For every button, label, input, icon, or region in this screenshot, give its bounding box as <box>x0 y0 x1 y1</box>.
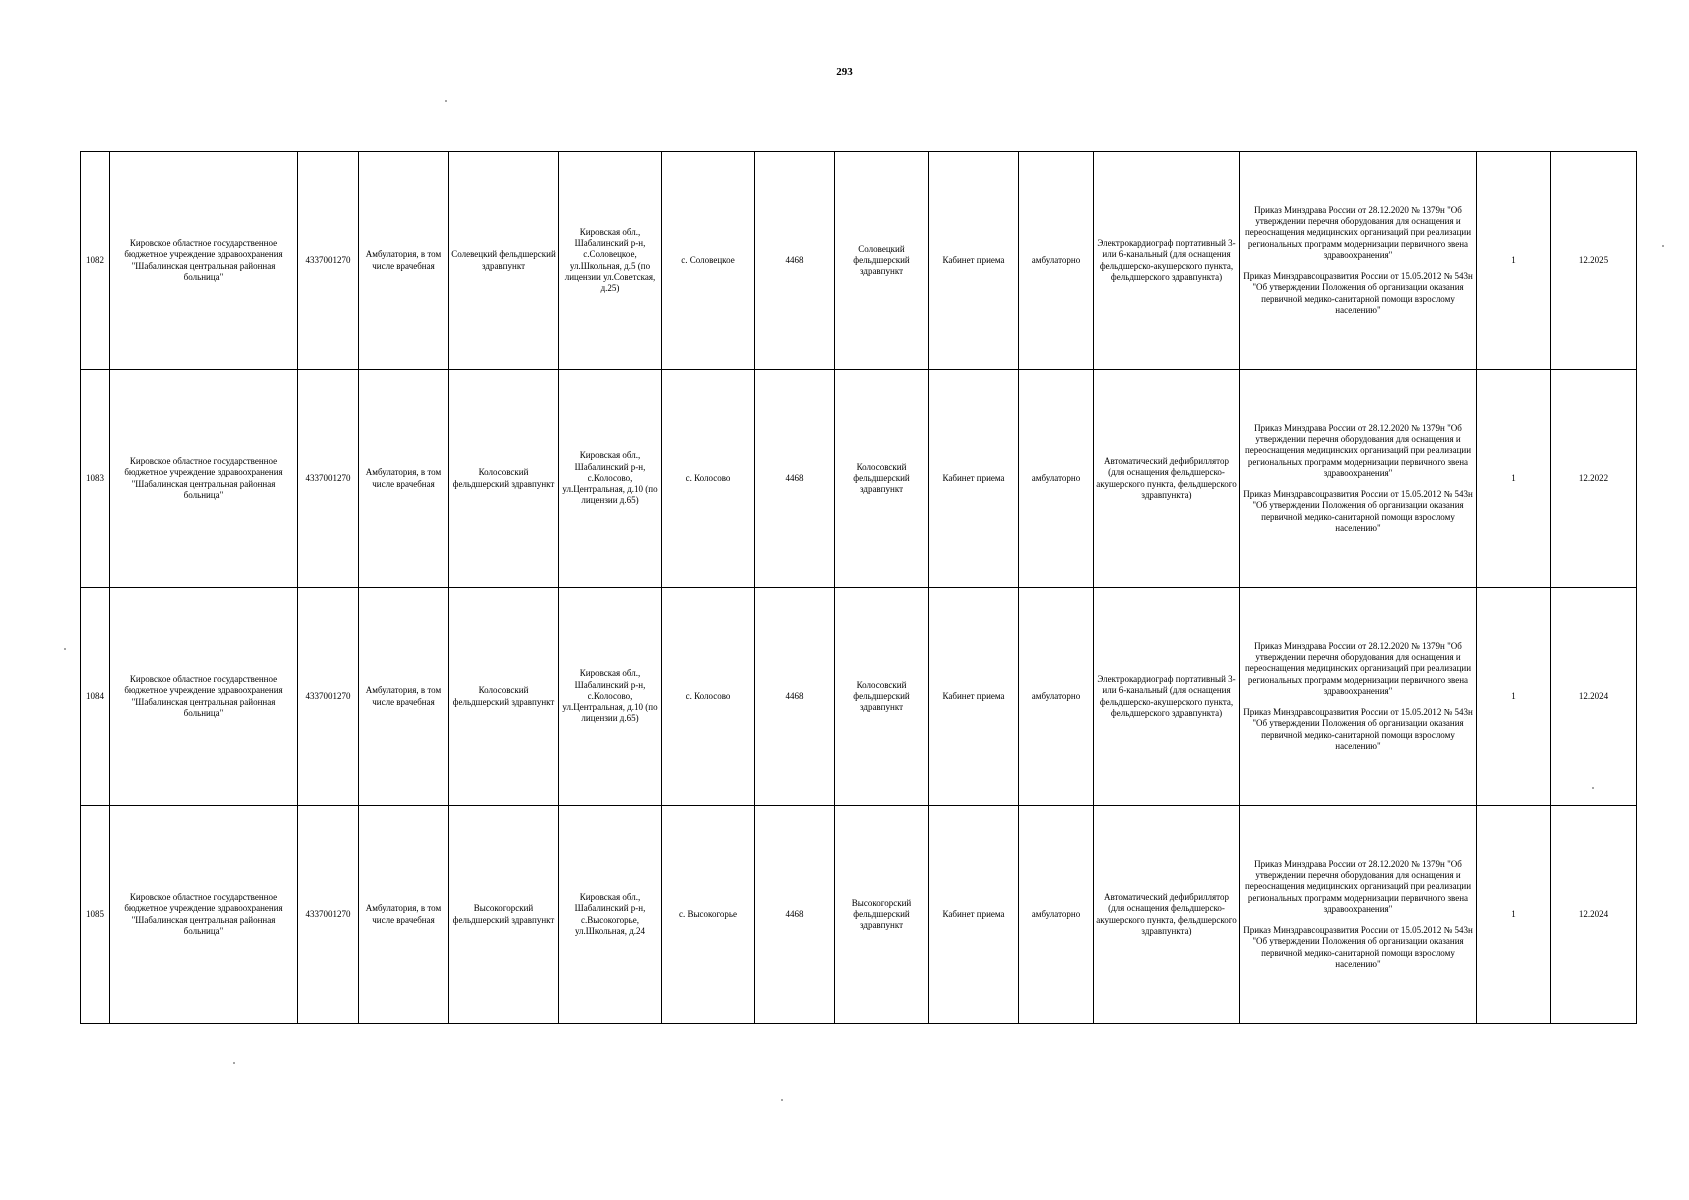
scan-speck <box>233 1062 235 1064</box>
legal-basis-order-1379n: Приказ Минздрава России от 28.12.2020 № 1379н "Об утверждении перечня оборудования для оснащения и переоснащения медицинских организаций при реализации региональных программ модернизации первичного звена здравоохранения" <box>1244 640 1472 696</box>
quantity: 1 <box>1477 806 1551 1024</box>
legal-basis-order-1379n: Приказ Минздрава России от 28.12.2020 № 1379н "Об утверждении перечня оборудования для оснащения и переоснащения медицинских организаций при реализации региональных программ модернизации первичного звена здравоохранения" <box>1244 422 1472 478</box>
inn: 4337001270 <box>298 370 359 588</box>
department: Колосовский фельдшерский здравпункт <box>835 588 929 806</box>
unit-type: Амбулатория, в том числе врачебная <box>359 806 449 1024</box>
scan-speck <box>781 1099 783 1101</box>
inn: 4337001270 <box>298 588 359 806</box>
table-row <box>81 588 1637 806</box>
scan-speck <box>64 648 66 650</box>
room: Кабинет приема <box>929 588 1019 806</box>
legal-basis-order-543n: Приказ Минздравсоцразвития России от 15.05.2012 № 543н "Об утверждении Положения об организации оказания первичной медико-санитарной помощи взрослому населению" <box>1243 489 1473 533</box>
scan-speck <box>1662 245 1664 247</box>
organization-name: Кировское областное государственное бюджетное учреждение здравоохранения "Шабалинская центральная районная больница" <box>110 370 298 588</box>
table-row <box>81 806 1637 1024</box>
department: Соловецкий фельдшерский здравпункт <box>835 152 929 370</box>
unit-type: Амбулатория, в том числе врачебная <box>359 152 449 370</box>
scan-speck <box>1592 787 1594 789</box>
delivery-date: 12.2025 <box>1551 152 1637 370</box>
legal-basis <box>1240 370 1477 588</box>
unit-type: Амбулатория, в том числе врачебная <box>359 588 449 806</box>
legal-basis <box>1240 152 1477 370</box>
equipment: Автоматический дефибриллятор (для оснащения фельдшерско-акушерского пункта, фельдшерского здравпункта) <box>1094 370 1240 588</box>
inn: 4337001270 <box>298 152 359 370</box>
address: Кировская обл., Шабалинский р-н, с.Соловецкое, ул.Школьная, д.5 (по лицензии ул.Советская, д.25) <box>559 152 662 370</box>
quantity: 1 <box>1477 152 1551 370</box>
settlement: с. Колосово <box>662 588 755 806</box>
legal-basis <box>1240 806 1477 1024</box>
legal-basis-order-543n: Приказ Минздравсоцразвития России от 15.05.2012 № 543н "Об утверждении Положения об организации оказания первичной медико-санитарной помощи взрослому населению" <box>1243 271 1473 315</box>
delivery-date: 12.2024 <box>1551 806 1637 1024</box>
organization-name: Кировское областное государственное бюджетное учреждение здравоохранения "Шабалинская центральная районная больница" <box>110 152 298 370</box>
care-form: амбулаторно <box>1019 152 1094 370</box>
room: Кабинет приема <box>929 370 1019 588</box>
row-number: 1082 <box>81 152 110 370</box>
room: Кабинет приема <box>929 152 1019 370</box>
address: Кировская обл., Шабалинский р-н, с.Колосово, ул.Центральная, д.10 (по лицензии д.65) <box>559 370 662 588</box>
scan-speck <box>445 100 447 102</box>
population: 4468 <box>755 152 835 370</box>
quantity: 1 <box>1477 588 1551 806</box>
unit-name: Солевецкий фельдшерский здравпункт <box>449 152 559 370</box>
address: Кировская обл., Шабалинский р-н, с.Высокогорье, ул.Школьная, д.24 <box>559 806 662 1024</box>
row-number: 1084 <box>81 588 110 806</box>
unit-name: Высокогорский фельдшерский здравпункт <box>449 806 559 1024</box>
row-number: 1085 <box>81 806 110 1024</box>
population: 4468 <box>755 370 835 588</box>
settlement: с. Высокогорье <box>662 806 755 1024</box>
quantity: 1 <box>1477 370 1551 588</box>
page-number: 293 <box>836 66 853 78</box>
equipment: Электрокардиограф портативный 3- или 6-канальный (для оснащения фельдшерско-акушерского пункта, фельдшерского здравпункта) <box>1094 588 1240 806</box>
population: 4468 <box>755 806 835 1024</box>
department: Колосовский фельдшерский здравпункт <box>835 370 929 588</box>
delivery-date: 12.2022 <box>1551 370 1637 588</box>
table-row <box>81 152 1637 370</box>
organization-name: Кировское областное государственное бюджетное учреждение здравоохранения "Шабалинская центральная районная больница" <box>110 806 298 1024</box>
population: 4468 <box>755 588 835 806</box>
unit-name: Колосовский фельдшерский здравпункт <box>449 370 559 588</box>
care-form: амбулаторно <box>1019 588 1094 806</box>
unit-name: Колосовский фельдшерский здравпункт <box>449 588 559 806</box>
legal-basis-order-1379n: Приказ Минздрава России от 28.12.2020 № 1379н "Об утверждении перечня оборудования для оснащения и переоснащения медицинских организаций при реализации региональных программ модернизации первичного звена здравоохранения" <box>1244 858 1472 914</box>
department: Высокогорский фельдшерский здравпункт <box>835 806 929 1024</box>
legal-basis-order-543n: Приказ Минздравсоцразвития России от 15.05.2012 № 543н "Об утверждении Положения об организации оказания первичной медико-санитарной помощи взрослому населению" <box>1243 925 1473 969</box>
inn: 4337001270 <box>298 806 359 1024</box>
settlement: с. Соловецкое <box>662 152 755 370</box>
organization-name: Кировское областное государственное бюджетное учреждение здравоохранения "Шабалинская центральная районная больница" <box>110 588 298 806</box>
legal-basis-order-543n: Приказ Минздравсоцразвития России от 15.05.2012 № 543н "Об утверждении Положения об организации оказания первичной медико-санитарной помощи взрослому населению" <box>1243 707 1473 751</box>
unit-type: Амбулатория, в том числе врачебная <box>359 370 449 588</box>
table-row <box>81 370 1637 588</box>
row-number: 1083 <box>81 370 110 588</box>
room: Кабинет приема <box>929 806 1019 1024</box>
settlement: с. Колосово <box>662 370 755 588</box>
equipment: Автоматический дефибриллятор (для оснащения фельдшерско-акушерского пункта, фельдшерского здравпункта) <box>1094 806 1240 1024</box>
address: Кировская обл., Шабалинский р-н, с.Колосово, ул.Центральная, д.10 (по лицензии д.65) <box>559 588 662 806</box>
care-form: амбулаторно <box>1019 370 1094 588</box>
care-form: амбулаторно <box>1019 806 1094 1024</box>
equipment-registry-table <box>80 151 1637 1024</box>
delivery-date: 12.2024 <box>1551 588 1637 806</box>
legal-basis-order-1379n: Приказ Минздрава России от 28.12.2020 № 1379н "Об утверждении перечня оборудования для оснащения и переоснащения медицинских организаций при реализации региональных программ модернизации первичного звена здравоохранения" <box>1244 204 1472 260</box>
legal-basis <box>1240 588 1477 806</box>
equipment: Электрокардиограф портативный 3- или 6-канальный (для оснащения фельдшерско-акушерского пункта, фельдшерского здравпункта) <box>1094 152 1240 370</box>
